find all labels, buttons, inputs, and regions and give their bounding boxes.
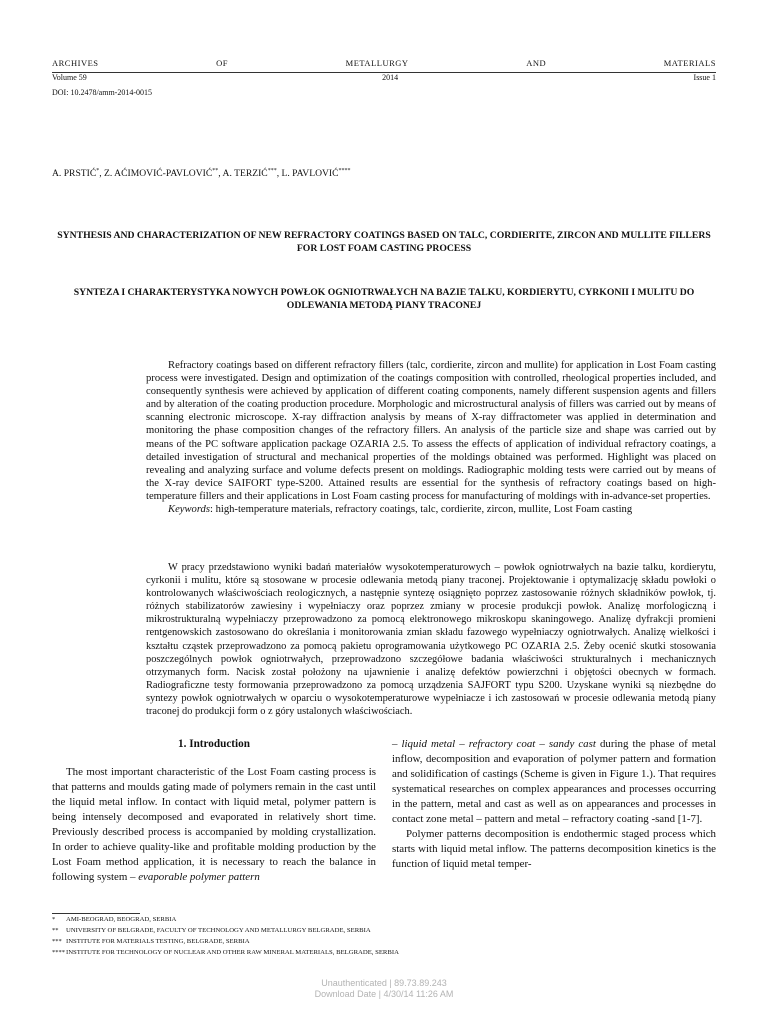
- affiliation-mark: ****: [338, 168, 351, 174]
- footnote-mark: *: [52, 916, 56, 923]
- download-watermark: [0, 978, 768, 1000]
- intro-right-italic: – liquid metal – refractory coat – sandy cast: [392, 738, 596, 750]
- footnotes: [52, 914, 399, 958]
- footnote-mark: **: [52, 927, 59, 934]
- issue: Issue 1: [693, 73, 716, 82]
- abstract-polish: [146, 561, 716, 718]
- footnote: [52, 936, 399, 947]
- footnote-mark: ***: [52, 938, 62, 945]
- year: 2014: [382, 73, 399, 82]
- doi: DOI: 10.2478/amm-2014-0015: [52, 88, 152, 97]
- download-date: Download Date | 4/30/14 11:26 AM: [314, 989, 454, 999]
- author: L. PAVLOVIĆ: [281, 168, 339, 180]
- issue-meta: [52, 73, 716, 82]
- download-ip: Unauthenticated | 89.73.89.243: [321, 978, 447, 988]
- intro-paragraph-1-cont: [392, 737, 716, 827]
- footnote-mark: ****: [52, 949, 65, 956]
- author: A. TERZIĆ: [222, 168, 268, 180]
- abstract-text: Refractory coatings based on different refractory fillers (talc, cordierite, zircon and mullite) for application in Lost Foam casting process were investigated. Design and optimization of the coatings composition with controlled, rheological properties included, and consequently synthesis were achieved by application of different coating components, namely different suspension agents and fillers and by alteration of the coating production procedure. Morphologic and microstructural analysis of fillers was carried out by means of scanning electronic microscope. X-ray diffraction analysis by means of X-ray diffractometer was applied in determination and monitoring the phase composition changes of the refractory fillers. An analysis of the particle size and shape was carried out by means of the PC software application package OZARIA 2.5. To assess the effects of application of individual refractory coatings, a detailed investigation of structural and mechanical properties of the moldings obtained was performed. Highlight was placed on revealing and analyzing surface and volume defects present on moldings. Radiographic molding tests were carried out by means of the X-ray device SAIFORT type-S200. Attained results are essential for the synthesis of refractory coatings based on high-temperature fillers and their applications in Lost Foam casting process for manufacturing of moldings with in-advance-set properties.: [146, 360, 716, 502]
- journal-word: MATERIALS: [663, 58, 716, 68]
- intro-p1-text: The most important characteristic of the Lost Foam casting process is that patterns and moulds gating made of polymers remain in the cast until the liquid metal inflow. In contact with liquid metal, polymer pattern is being intensely decomposed and evaporated in relatively short time. Previously described process is accompanied by molding crystallization. In order to achieve quality-like and profitable molding production by the Lost Foam method application, it is necessary to reach the balance in following system –: [52, 766, 376, 883]
- affiliation-mark: *: [96, 168, 100, 174]
- intro-p1-italic: evaporable polymer pattern: [138, 871, 260, 883]
- section-heading: 1. Introduction: [178, 738, 250, 750]
- keywords: [146, 503, 716, 516]
- affiliation-mark: **: [212, 168, 219, 174]
- author: Z. AĆIMOVIĆ-PAVLOVIĆ: [104, 168, 213, 180]
- journal-word: AND: [526, 58, 547, 68]
- volume: Volume 59: [52, 73, 87, 82]
- footnote: [52, 914, 399, 925]
- title-polish: SYNTEZA I CHARAKTERYSTYKA NOWYCH POWŁOK OGNIOTRWAŁYCH NA BAZIE TALKU, KORDIERYTU, CYRKONII I MULITU DO ODLEWANIA METODĄ PIANY TRACONEJ: [73, 287, 695, 311]
- author-list: A. PRSTIĆ*, Z. AĆIMOVIĆ-PAVLOVIĆ**, A. TERZIĆ***, L. PAVLOVIĆ****: [52, 168, 351, 180]
- footnote-text: INSTITUTE FOR TECHNOLOGY OF NUCLEAR AND OTHER RAW MINERAL MATERIALS, BELGRADE, SERBIA: [66, 949, 399, 956]
- keywords-list: : high-temperature materials, refractory coatings, talc, cordierite, zircon, mullite, Lost Foam casting: [209, 504, 633, 516]
- footnote-text: UNIVERSITY OF BELGRADE, FACULTY OF TECHNOLOGY AND METALLURGY BELGRADE, SERBIA: [66, 927, 371, 934]
- footnote-text: INSTITUTE FOR MATERIALS TESTING, BELGRADE, SERBIA: [66, 938, 250, 945]
- footnote-text: AMI-BEOGRAD, BEOGRAD, SERBIA: [66, 916, 177, 923]
- footnote: [52, 925, 399, 936]
- abstract-polish-text: W pracy przedstawiono wyniki badań materiałów wysokotemperaturowych – powłok ogniotrwałych na bazie talku, kordierytu, cyrkonii i mulitu, które są stosowane w procesie odlewania metodą piany traconej. Projektowanie i optymalizację składu powłoki o kontrolowanych właściwościach reologicznych, a następnie syntezę osiągnięto poprzez zastosowanie różnych składników powłok, tj. różnych stabilizatorów zawiesiny i wypełniaczy oraz poprzez zmiany w procesie produkcji powłok. Analizę morfologiczną i mikrostrukturalną wypełniaczy przeprowadzono za pomocą elektronowego mikroskopu skaningowego. Analizę dyfrakcji promieni rentgenowskich zastosowano do określania i monitorowania zmian składu fazowego wypełniaczy ogniotrwałych. Analizę wielkości i kształtu cząstek przeprowadzono za pomocą pakietu oprogramowania użytkowego PC OZARIA 2.5. Żeby ocenić skutki stosowania poszczególnych powłok ogniotrwałych, przeprowadzono szczegółowe badania właściwości strukturalnych i mechanicznych otrzymanych form. Nacisk został położony na ujawnienie i analizę defektów powierzchni i objętości obecnych w formach. Radiograficzne testy formowania przeprowadzono za pomocą urządzenia SAJFORT typu S200. Uzyskane wyniki są niezbędne do syntezy powłok ogniotrwałych w oparciu o wysokotemperaturowe wypełniacze i ich zastosowań w procesie odlewania metodą piany traconej do produkcji form o z góry ustalonych właściwościach.: [146, 562, 716, 718]
- journal-word: ARCHIVES: [52, 58, 99, 68]
- column-right: [392, 737, 716, 872]
- intro-right-text: during the phase of metal inflow, decomposition and evaporation of polymer pattern and formation and solidification of castings (Scheme is given in Figure 1.). That requires systematical researches on complex appearances and processes occurring in the pattern, metal and cast as well as on appearances and processes in contact zone metal – pattern and metal – refractory coating -sand [1-7].: [392, 738, 716, 825]
- journal-name: [52, 58, 716, 68]
- journal-word: METALLURGY: [345, 58, 409, 68]
- intro-paragraph-2: Polymer patterns decomposition is endothermic staged process which starts with liquid metal inflow. The patterns decomposition kinetics is the function of liquid metal temper-: [392, 828, 716, 870]
- keywords-label: Keywords: [168, 504, 210, 516]
- author: A. PRSTIĆ: [52, 168, 97, 180]
- column-left: [52, 737, 376, 885]
- abstract-english: [146, 359, 716, 516]
- footnote: [52, 947, 399, 958]
- journal-word: OF: [216, 58, 229, 68]
- affiliation-mark: ***: [267, 168, 277, 174]
- title-english: SYNTHESIS AND CHARACTERIZATION OF NEW REFRACTORY COATINGS BASED ON TALC, CORDIERITE, ZIRCON AND MULLITE FILLERS FOR LOST FOAM CASTING PROCESS: [57, 230, 711, 254]
- intro-paragraph-1: [52, 765, 376, 885]
